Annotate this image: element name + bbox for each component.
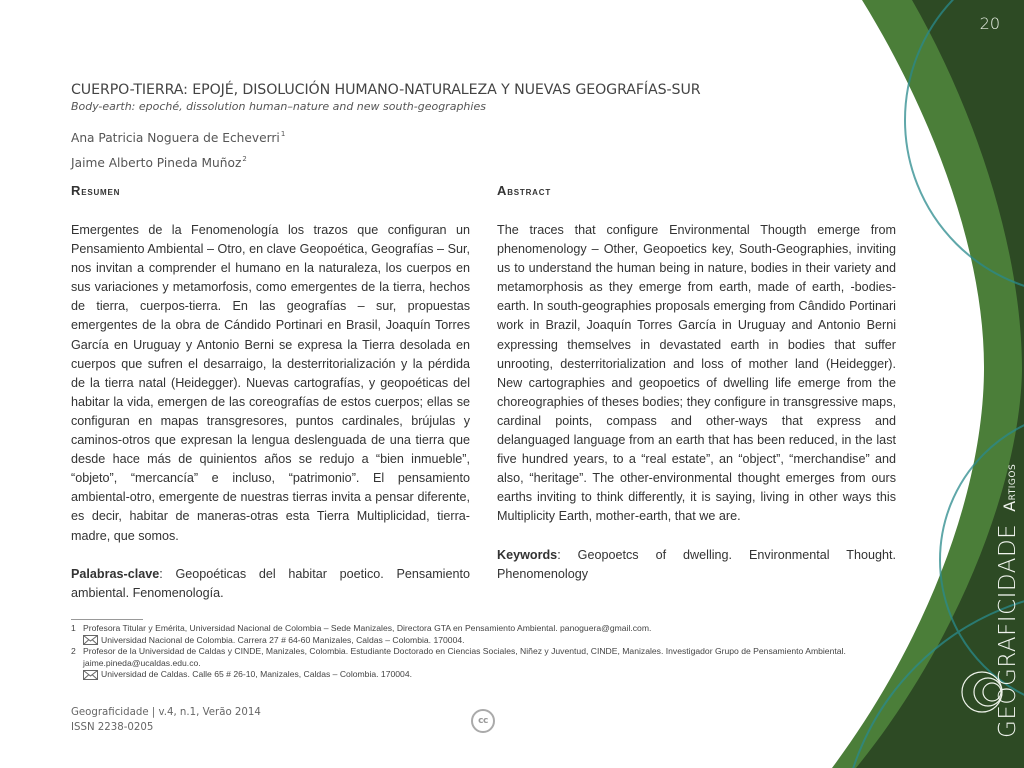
footnote-address: Universidad de Caldas. Calle 65 # 26-10, Manizales, Caldas – Colombia. 170004. [71, 669, 901, 681]
footnote-ref[interactable]: 2 [242, 155, 247, 163]
footnote-ref[interactable]: 1 [280, 130, 286, 138]
journal-brand-vertical [995, 464, 1021, 738]
creative-commons-icon[interactable]: cc [471, 709, 495, 733]
article-header [71, 82, 700, 174]
author: Ana Patricia Noguera de Echeverri$^1$ [71, 130, 286, 145]
abstract-heading: Abstract [497, 183, 552, 198]
envelope-icon [83, 635, 98, 645]
article-title: CUERPO-TIERRA: EPOJÉ, DISOLUCIÓN HUMANO-NATURALEZA Y NUEVAS GEOGRAFÍAS-SUR [71, 82, 701, 98]
footnote-divider [71, 619, 143, 620]
keywords-label: Palabras-clave [71, 566, 160, 581]
abstract-section [497, 183, 896, 584]
keywords-label: Keywords [497, 547, 558, 562]
author: Jaime Alberto Pineda Muñoz$^2$ [71, 155, 247, 170]
journal-citation: Geograficidade | v.4, n.1, Verão 2014 [71, 707, 261, 718]
resumen-heading: Resumen [71, 183, 121, 198]
footnote: 1 Profesora Titular y Emérita, Universidad Nacional de Colombia – Sede Manizales, Directora GTA en Pensamiento Ambiental. panoguera@gmail.com. [71, 623, 652, 633]
article-subtitle: Body-earth: epoché, dissolution human–nature and new south-geographies [71, 100, 486, 113]
author-list [71, 124, 700, 174]
page-number: 20 [979, 14, 1000, 33]
footnote: 2 Profesor de la Universidad de Caldas y CINDE, Manizales, Colombia. Estudiante Doctorado en Ciencias Sociales, Niñez y Juventud, CINDE, Manizales. Investigador Grupo de Pensamiento Ambiental. jaime.pineda@ucaldas.edu.co. [71, 646, 846, 668]
footnotes [71, 623, 901, 681]
resumen-body: Emergentes de la Fenomenología los trazos que configuran un Pensamiento Ambiental – Otro, en clave Geopoética, Geografías – Sur, nos invitan a comprender el humano en la naturaleza, los cuerpos en sus variaciones y metamorfosis, como emergentes de la tierra, hechos de tierra, cuerpos-tierra. En las geografías – sur, propuestas emergentes de la obra de Cándido Portinari en Brasil, Joaquín Torres García en Uruguay y Antonio Berni se expresa la Tierra desolada en cuerpos que sufren el desarraigo, la desterritorialización y la pérdida de la tierra natal (Heidegger). Nuevas cartografías, y geopoéticas del habitar la vida, emergen de las coreografías de estos cuerpos; ellas se configuran en mapas transgresores, puntos cardinales, brújulas y caminos-otros que expresan la lengua deslenguada de una tierra que desde hace más de quinientos años se redujo a “bien inmueble”, “objeto”, “mercancía” e incluso, “patrimonio”. El pensamiento ambiental-otro, emergente de nuestras tierras invita a pensar diferente, es decir, habitar de maneras-otras esta Tierra Multiplicidad, tierra-madre, que somos. [71, 223, 470, 543]
journal-name: GEOGRAFICIDADE [995, 523, 1021, 738]
abstract-body: The traces that configure Environmental Thougth emerge from phenomenology – Other, Geopoetics key, South-Geographies, inviting us to understand the human being in nature, bodies in their variety and metamorphosis as they emerge from earth, made of earth, -bodies-earth. In south-geographies proposals emerging from Cândido Portinari work in Brazil, Joaquín Torres García in Uruguay and Antonio Berni expressing themselves in devastated earth in bodies that suffer unrooting, desterritorialization and loss of mother land (Heidegger). New cartographies and geopoetics of dwelling life emerge from the choreographies of theses bodies; they configure in transgressive maps, cardinal points, compass and other-ways that express and delanguaged language from an earth that has been reduced, in the last five hundred years, to a “real estate”, an “object”, “merchandise” and also, “heritage”. The other-environmental thought emerges from ours earths inviting to think differently, it is saying, living in other ways this Multiplicity Earth, mother-earth, that we are. [497, 223, 896, 524]
footnote-address: Universidad Nacional de Colombia. Carrera 27 # 64-60 Manizales, Caldas – Colombia. 170004. [71, 635, 901, 647]
resumen-keywords: Palabras-clave: Geopoéticas del habitar poetico. Pensamiento ambiental. Fenomenología. [71, 566, 470, 600]
abstract-keywords: Keywords: Geopoetcs of dwelling. Environmental Thought. Phenomenology [497, 547, 896, 581]
envelope-icon [83, 670, 98, 680]
journal-footer [71, 705, 261, 735]
resumen-section [71, 183, 470, 603]
section-label: Artigos [1000, 463, 1019, 512]
issn: ISSN 2238-0205 [71, 722, 154, 733]
